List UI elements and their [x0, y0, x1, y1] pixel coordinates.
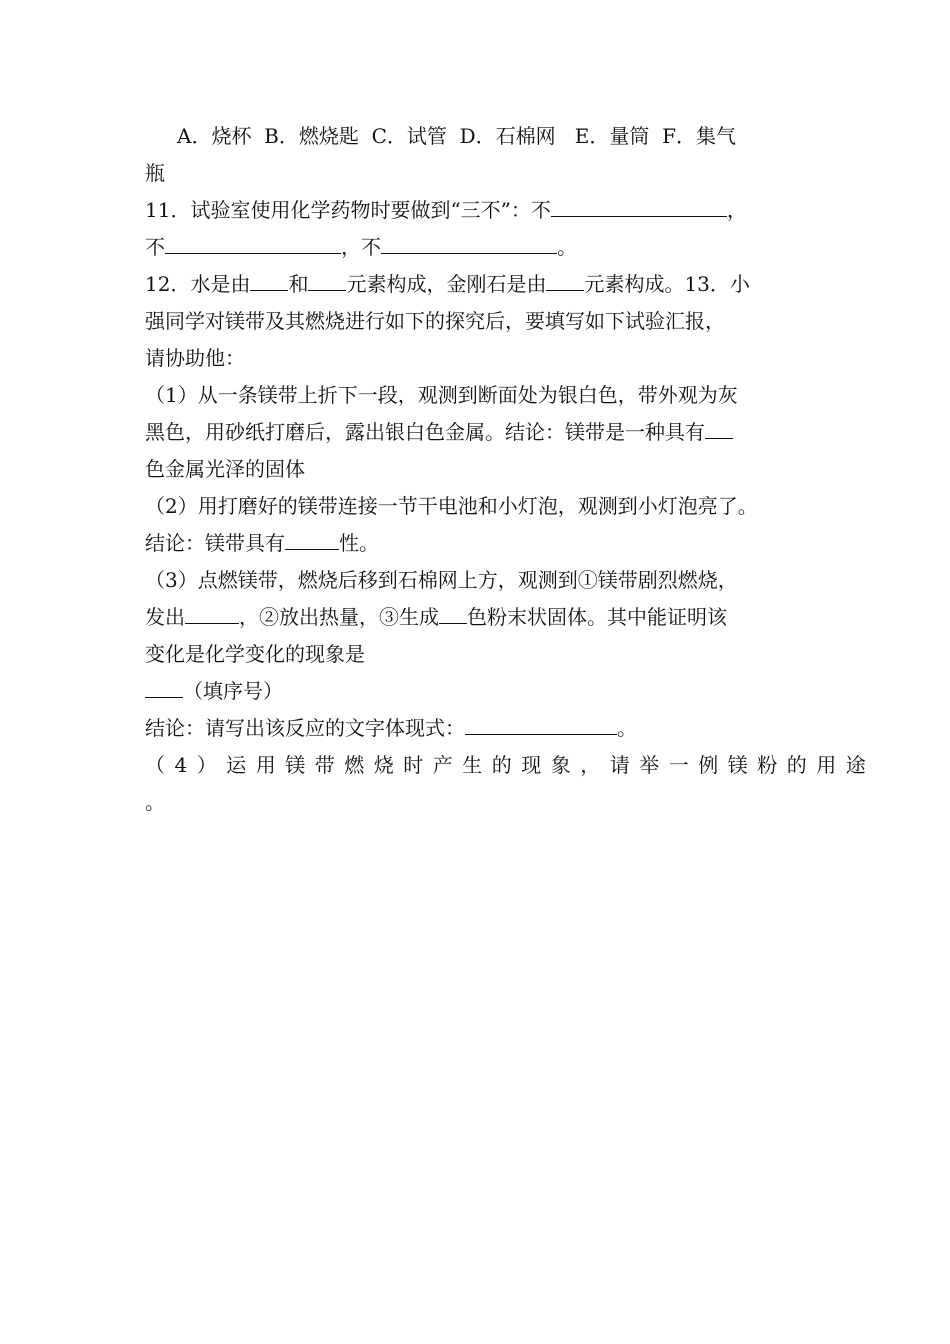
q11-end: 。: [557, 235, 577, 259]
q13-p3-line3: 变化是化学变化的现象是: [145, 642, 365, 666]
q13-p3-blank-3: [145, 675, 183, 698]
option-f: F．集气: [662, 124, 736, 148]
q13-p3-blank-2: [439, 601, 467, 624]
q11-comma-2: ，不: [341, 235, 381, 259]
q13-p3-text-a: 发出: [145, 605, 185, 629]
q10-options-line: [145, 118, 810, 155]
q10-options-wrap: [145, 155, 810, 192]
q12-c: 元素构成，金刚石是由: [346, 272, 547, 296]
q13-p3-line5: [145, 710, 810, 747]
q11-blank-2: [165, 231, 341, 254]
q13-p3-text-e: 结论：请写出该反应的文字体现式：: [145, 716, 465, 740]
q13-p4-line2: 。: [145, 790, 165, 814]
q13-p1-line3: 色金属光泽的固体: [145, 457, 305, 481]
q13-p3-line4: [145, 673, 810, 710]
q13-p2-text-a: 结论：镁带具有: [145, 531, 285, 555]
q13-p3-blank-1: [185, 601, 239, 624]
q13-intro-line2: 强同学对镁带及其燃烧进行如下的探究后，要填写如下试验汇报，: [145, 309, 725, 333]
q13-p2-blank: [285, 527, 339, 550]
q11-text-b: 不: [145, 235, 165, 259]
q12-a: 12．水是由: [145, 272, 251, 296]
q13-p3-line2: [145, 599, 810, 636]
q11-comma-1: ，: [726, 198, 747, 222]
q11-line1: [145, 192, 810, 229]
q13-p3-text-b: ，②放出热量，③生成: [239, 605, 439, 629]
q13-p3-blank-4: [465, 712, 617, 735]
q13-p1-line2: [145, 414, 810, 451]
option-c: C．试管: [371, 124, 447, 148]
q13-p1-blank: [705, 416, 733, 439]
q13-p2-line2: [145, 525, 810, 562]
q12-b: 和: [288, 272, 309, 296]
option-b: B．燃烧匙: [264, 124, 359, 148]
q11-blank-3: [381, 231, 557, 254]
q12-blank-3: [546, 268, 584, 291]
option-e: E．量筒: [574, 124, 650, 148]
q13-intro-line3: 请协助他：: [145, 346, 245, 370]
q12-line: [145, 266, 810, 303]
q12-blank-1: [250, 268, 288, 291]
q13-p3-text-d: （填序号）: [183, 679, 283, 703]
q13-p3-line1: （3）点燃镁带，燃烧后移到石棉网上方，观测到①镁带剧烈燃烧，: [145, 568, 738, 592]
q13-p2-line1: （2）用打磨好的镁带连接一节干电池和小灯泡，观测到小灯泡亮了。: [145, 494, 758, 518]
q13-p3-text-f: 。: [617, 716, 637, 740]
option-a: A．烧杯: [177, 124, 252, 148]
q13-p3-text-c: 色粉末状固体。其中能证明该: [467, 605, 727, 629]
q11-text-a: 11．试验室使用化学药物时要做到“三不”：不: [145, 198, 551, 222]
q12-d: 元素构成。13．小: [584, 272, 750, 296]
q13-p4-line1: （4）运用镁带燃烧时产生的现象，请举一例镁粉的用途: [145, 753, 876, 777]
q11-blank-1: [551, 194, 727, 217]
q12-blank-2: [308, 268, 346, 291]
q11-line2: [145, 229, 810, 266]
q13-p1-text: 黑色，用砂纸打磨后，露出银白色金属。结论：镁带是一种具有: [145, 420, 705, 444]
option-f-wrap: 瓶: [145, 161, 165, 185]
option-d: D．石棉网: [459, 124, 556, 148]
q13-p1-line1: （1）从一条镁带上折下一段，观测到断面处为银白色，带外观为灰: [145, 383, 738, 407]
document-page: [145, 118, 876, 821]
q13-p2-text-b: 性。: [339, 531, 379, 555]
